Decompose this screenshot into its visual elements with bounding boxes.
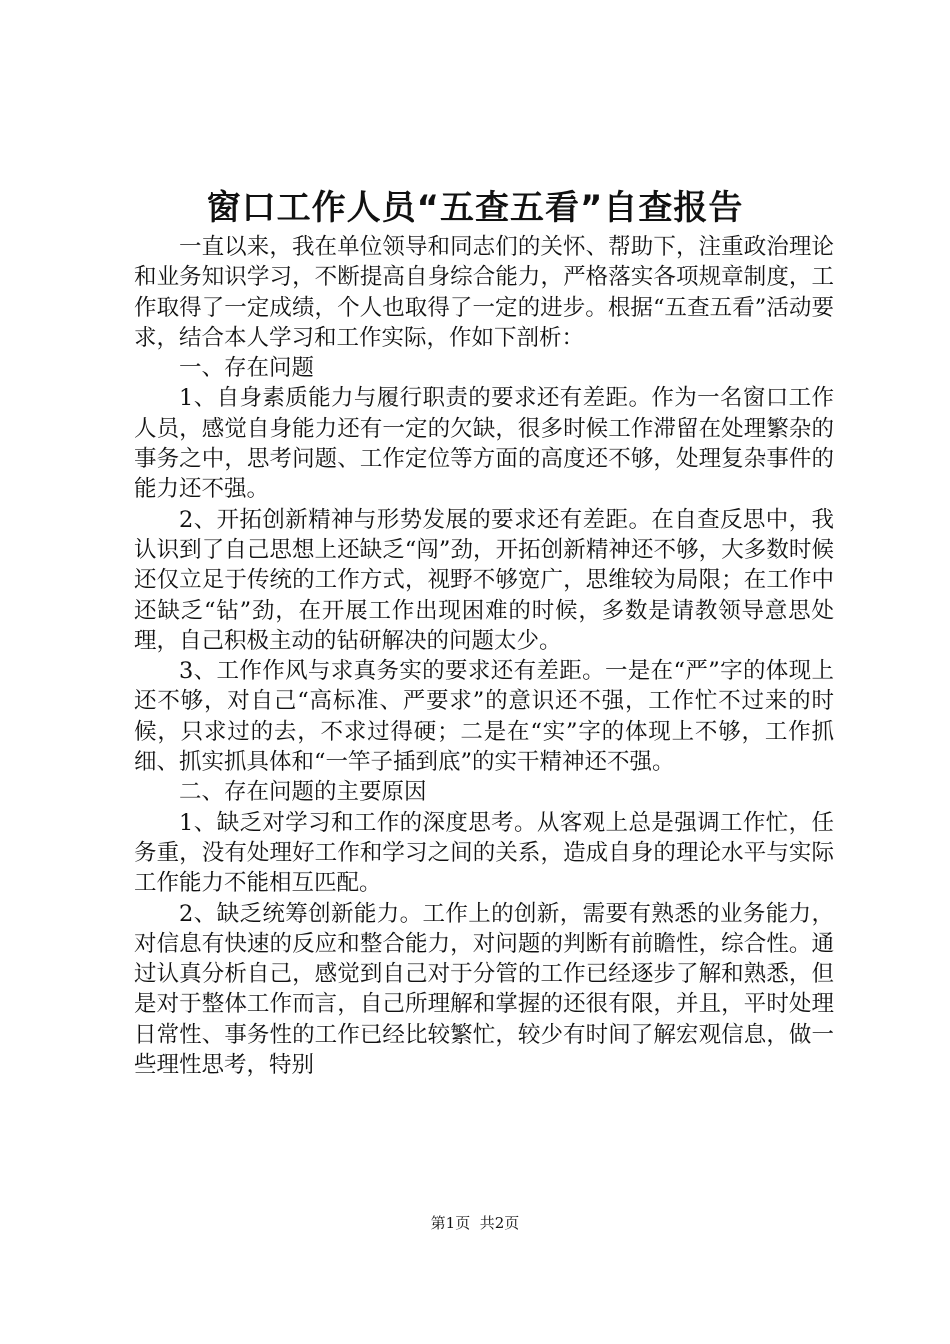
paragraph-problem-2: 2、开拓创新精神与形势发展的要求还有差距。在自查反思中，我认识到了自己思想上还缺乏“闯”劲，开拓创新精神还不够，大多数时候还仅立足于传统的工作方式，视野不够宽广，思维较为局限；在工作中还缺乏“钻”劲，在开展工作出现困难的时候，多数是请教领导意思处理，自己积极主动的钻研解决的问题太少。 (134, 506, 834, 654)
paragraph-cause-1: 1、缺乏对学习和工作的深度思考。从客观上总是强调工作忙，任务重，没有处理好工作和学习之间的关系，造成自身的理论水平与实际工作能力不能相互匹配。 (134, 809, 834, 897)
page-number: 第1页 (430, 1214, 471, 1232)
section-heading-problems: 一、存在问题 (179, 355, 315, 382)
page-footer (0, 1212, 950, 1234)
paragraph-problem-3: 3、工作作风与求真务实的要求还有差距。一是在“严”字的体现上还不够，对自己“高标准、严要求”的意识还不强，工作忙不过来的时候，只求过的去，不求过得硬；二是在“实”字的体现上不够，工作抓细、抓实抓具体和“一竿子插到底”的实干精神还不强。 (134, 658, 834, 776)
paragraph-problem-1: 1、自身素质能力与履行职责的要求还有差距。作为一名窗口工作人员，感觉自身能力还有一定的欠缺，很多时候工作滞留在处理繁杂的事务之中，思考问题、工作定位等方面的高度还不够，处理复杂事件的能力还不强。 (134, 385, 834, 503)
document-title: 窗口工作人员“五查五看”自查报告 (206, 188, 744, 228)
page-total: 共2页 (479, 1214, 520, 1232)
paragraph-intro: 一直以来，我在单位领导和同志们的关怀、帮助下，注重政治理论和业务知识学习，不断提高自身综合能力，严格落实各项规章制度，工作取得了一定成绩，个人也取得了一定的进步。根据“五查五看”活动要求，结合本人学习和工作实际，作如下剖析： (134, 234, 834, 351)
paragraph-cause-2: 2、缺乏统筹创新能力。工作上的创新，需要有熟悉的业务能力，对信息有快速的反应和整合能力，对问题的判断有前瞻性，综合性。通过认真分析自己，感觉到自己对于分管的工作已经逐步了解和熟悉，但是对于整体工作而言，自己所理解和掌握的还很有限，并且，平时处理日常性、事务性的工作已经比较繁忙，较少有时间了解宏观信息，做一些理性思考，特别 (134, 900, 834, 1079)
section-heading-causes: 二、存在问题的主要原因 (179, 779, 427, 806)
document-body (134, 232, 834, 1080)
